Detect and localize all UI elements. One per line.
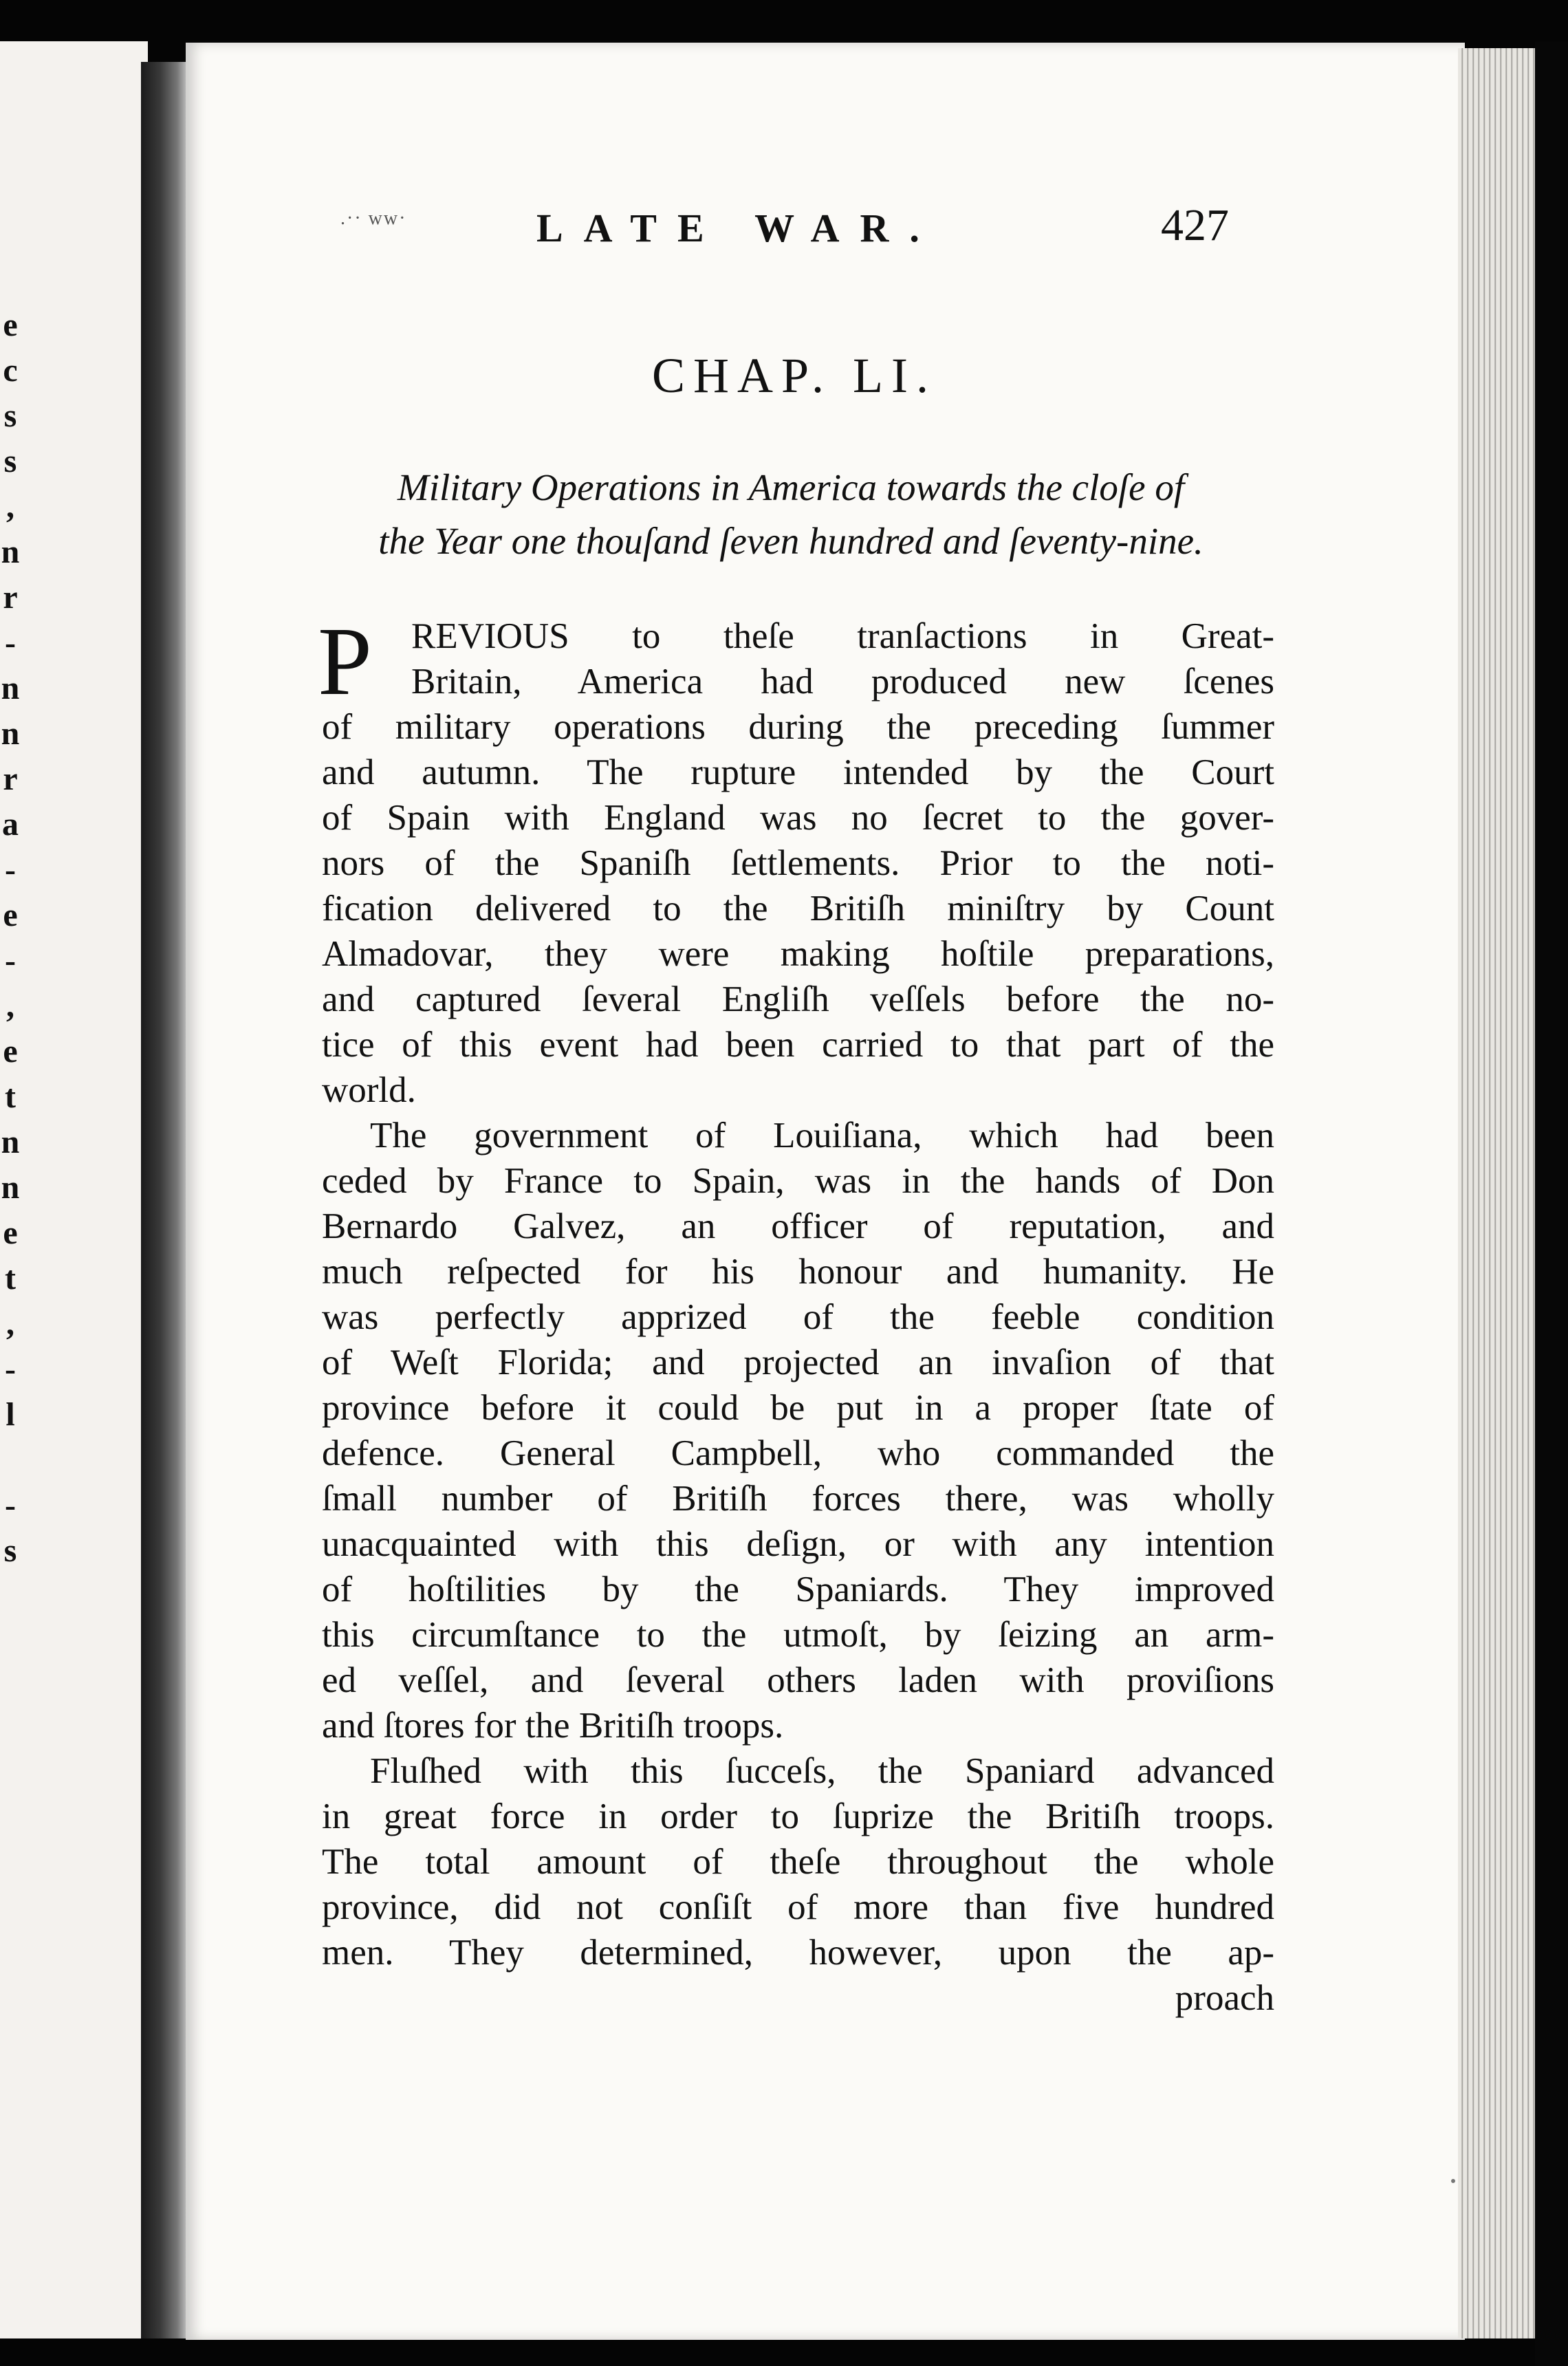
text-line: of Spain with England was no ſecret to the gover- — [322, 798, 1274, 838]
facing-page-letter: n — [1, 670, 20, 706]
book-gutter — [141, 62, 189, 2338]
facing-page-letter: a — [2, 806, 19, 843]
drop-cap: P — [318, 607, 372, 715]
text-line: and captured ſeveral Engliſh veſſels before the no- — [322, 979, 1274, 1019]
text-line: defence. General Campbell, who commanded the — [322, 1433, 1274, 1473]
facing-page-letter: e — [3, 897, 18, 933]
facing-page-letter — [0, 1437, 21, 1483]
facing-page-letter: - — [5, 625, 16, 661]
text-line: The total amount of theſe throughout the whole — [322, 1842, 1274, 1882]
facing-page-letters — [0, 303, 21, 1574]
facing-page-letter: s — [3, 1532, 17, 1569]
facing-page-letter: - — [5, 942, 16, 979]
facing-page-letter: n — [1, 1124, 20, 1160]
text-line: in great force in order to ſuprize the Britiſh troops. — [322, 1797, 1274, 1836]
text-line: and autumn. The rupture intended by the Court — [322, 752, 1274, 792]
running-head: LATE WAR. — [536, 206, 940, 250]
text-line: was perfectly apprized of the feeble condition — [322, 1297, 1274, 1337]
text-line: this circumſtance to the utmoſt, by ſeizing an arm- — [322, 1615, 1274, 1655]
facing-page-letter: r — [3, 761, 18, 797]
text-line: men. They determined, however, upon the ap- — [322, 1933, 1274, 1973]
facing-page-letter: r — [3, 579, 18, 616]
facing-page-letter: s — [3, 398, 17, 434]
text-line: of Weſt Florida; and projected an invaſion of that — [322, 1343, 1274, 1382]
text-line: Britain, America had produced new ſcenes — [411, 662, 1274, 702]
text-line: tice of this event had been carried to that part of the — [322, 1025, 1274, 1065]
facing-page-letter: , — [6, 988, 14, 1024]
text-line: The government of Louiſiana, which had been — [370, 1116, 1274, 1155]
facing-page-letter: - — [5, 1487, 16, 1523]
facing-page-letter: e — [3, 1033, 18, 1070]
facing-page-letter: t — [5, 1078, 16, 1115]
page-number: 427 — [1161, 200, 1229, 250]
text-line: province, did not conſiſt of more than five hundred — [322, 1887, 1274, 1927]
text-line: much reſpected for his honour and humanity. He — [322, 1252, 1274, 1292]
facing-page-letter: , — [6, 1305, 14, 1342]
text-line: unacquainted with this deſign, or with any intention — [322, 1524, 1274, 1564]
body-text — [322, 614, 1274, 2021]
facing-page-letter: c — [3, 352, 18, 389]
text-line: REVIOUS to theſe tranſactions in Great- — [411, 616, 1274, 656]
chapter-subtitle — [303, 461, 1279, 568]
subtitle-line: the Year one thouſand ſeven hundred and ſeventy-nine. — [378, 520, 1204, 562]
text-line: nors of the Spaniſh ſettlements. Prior to the noti- — [322, 843, 1274, 883]
facing-page-letter: n — [1, 534, 20, 570]
facing-page-letter: n — [1, 1169, 20, 1206]
text-line: world. — [322, 1070, 416, 1110]
chapter-title: CHAP. LI. — [651, 348, 937, 403]
text-line: Bernardo Galvez, an officer of reputation, and — [322, 1206, 1274, 1246]
facing-page-letter: l — [6, 1396, 15, 1433]
text-line: ceded by France to Spain, was in the hands of Don — [322, 1161, 1274, 1201]
text-line: of military operations during the preceding ſummer — [322, 707, 1274, 747]
text-line: of hoſtilities by the Spaniards. They improved — [322, 1570, 1274, 1609]
running-head-mark: .·· ww· — [340, 208, 407, 229]
subtitle-line: Military Operations in America towards the cloſe of — [397, 466, 1185, 508]
facing-page-letter: e — [3, 1215, 18, 1251]
text-line: province before it could be put in a proper ſtate of — [322, 1388, 1274, 1428]
facing-page — [0, 41, 148, 2338]
text-line: ſmall number of Britiſh forces there, was wholly — [322, 1479, 1274, 1519]
background-edge — [1535, 41, 1568, 2366]
text-line: Fluſhed with this ſucceſs, the Spaniard advanced — [370, 1751, 1274, 1791]
text-line: fication delivered to the Britiſh miniſtry by Count — [322, 889, 1274, 929]
facing-page-letter: e — [3, 307, 18, 343]
facing-page-letter: - — [5, 851, 16, 888]
text-line: ed veſſel, and ſeveral others laden with proviſions — [322, 1660, 1274, 1700]
facing-page-letter: - — [5, 1351, 16, 1387]
facing-page-letter: n — [1, 715, 20, 752]
catchword: proach — [1175, 1978, 1274, 2018]
paper-spot — [1451, 2179, 1455, 2183]
page-edge-stack — [1458, 48, 1547, 2338]
facing-page-letter: t — [5, 1260, 16, 1296]
text-line: and ſtores for the Britiſh troops. — [322, 1706, 784, 1746]
facing-page-letter: s — [3, 443, 17, 479]
text-line: Almadovar, they were making hoſtile preparations, — [322, 934, 1274, 974]
facing-page-letter: , — [6, 488, 14, 525]
